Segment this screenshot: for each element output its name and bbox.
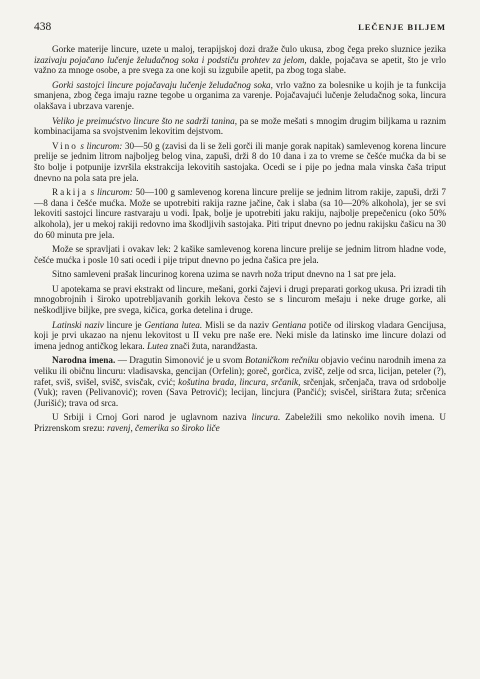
paragraph: [34, 320, 446, 352]
paragraph: [34, 141, 446, 183]
emphasis: ravenj, čemerika so široko liče: [106, 423, 220, 433]
text: potiče od ilirskog vladara Gencijusa, koji je prvi ukazao na njenu lekovitost u II veku pre naše ere. Neki misle da latinsko ime lincure dolazi od imena jednog antičkog lekara.: [34, 319, 446, 351]
emphasis: Gentiana lutea.: [144, 319, 203, 330]
paragraph: [34, 187, 446, 240]
spaced-term: Rakija: [52, 187, 88, 198]
section-heading: Narodna imena.: [52, 355, 116, 366]
text: pa se može mešati s mnogim drugim biljkama u raznim kombinacijama sa svojstvenim lekovitim dejstvom.: [34, 115, 446, 137]
text: lincure je: [103, 319, 145, 330]
paragraph: [34, 44, 446, 76]
emphasis: s lincurom:: [77, 140, 123, 151]
text: Zabeležili smo nekoliko novih imena. U Prizrenskom srezu:: [34, 412, 446, 433]
emphasis: lincura.: [251, 412, 281, 423]
emphasis: izazivaju pojačano lučenje želudačnog soka i podstiču prohtev za jelom,: [34, 54, 307, 65]
running-title: LEČENJE BILJEM: [358, 22, 446, 32]
emphasis: Veliko je preimućstvo lincure što ne sadrži tanina,: [52, 115, 238, 126]
paragraph: [34, 355, 446, 408]
text: dakle, pojačava se apetit, što je vrlo važno za mnoge osobe, a pre svega za one koji su izgubile apetit, pa zbog toga slabe.: [34, 54, 446, 76]
paragraph: U apotekama se pravi ekstrakt od lincure, mešani, gorki čajevi i drugi preparati gorkog ukusa. Pri izradi tih mnogobrojnih i široko upotrebljavanih gorkih lekova često se s lincurom mešaju i neke druge gorke, ali neškodljive biljke, pre svega, kičica, gorka detelina i druge.: [34, 283, 446, 316]
text: — Dragutin Simonović je u svom: [115, 355, 246, 366]
page-number: 438: [34, 21, 52, 33]
spaced-term: Vino: [52, 140, 78, 151]
paragraph: [34, 116, 446, 137]
emphasis: košutina brada, lincura, srčanik,: [178, 376, 301, 387]
paragraph: [34, 80, 446, 112]
paragraph: Može se spravljati i ovakav lek: 2 kašike samlevenog korena lincure prelije se jednim litrom hladne vode, češće mućka i posle 10 sati ocedi i pije triput dnevno po jedna čašica pre jela.: [34, 244, 446, 265]
emphasis: Lutea: [147, 340, 168, 351]
text: Misli se da naziv: [202, 319, 272, 330]
paragraph: Sitno samleveni prašak lincurinog korena uzima se navrh noža triput dnevno na 1 sat pre jela.: [52, 269, 396, 280]
text: objavio većinu narodnih imena za veliku ili običnu lincuru: vladisavska, gencijan (Orfelin); goreč, gorčica, zvišč, zelje od srca, licijan, peteler (?), rafet, sviš, svišel, svišč, svisčak, cvić;: [34, 355, 447, 387]
emphasis: Latinski naziv: [52, 319, 104, 330]
text: U Srbiji i Crnoj Gori narod je uglavnom naziva: [52, 412, 252, 423]
emphasis: Botaničkom rečniku: [245, 355, 319, 366]
emphasis: Gentiana: [271, 319, 307, 330]
text: 30—50 g (zavisi da li se želi gorči ili manje gorak napitak) samlevenog korena lincure prelije se jednim litrom najboljeg belog vina, zapuši, drži 8 do 10 dana i za to vreme se češće mućka da bi se što bolje i potpunije izvršila ekstrakcija lekovitih sastojaka. Ocedi se i pije po jedna mala vinska čaša triput dnevno na pola sata pre jela.: [34, 140, 447, 183]
text: Gorke materije lincure, uzete u maloj, terapijskoj dozi draže čulo ukusa, zbog čega preko sluznice jezika: [52, 44, 446, 54]
text: vrlo važno za bolesnike u kojih je ta funkcija smanjena, zbog čega imaju razne tegobe u organima za varenje. Pojačavajući lučenje želudačnog soka, lincura olakšava i ubrzava varenje.: [34, 79, 446, 111]
text: znači žuta, narandžasta.: [167, 340, 258, 351]
page-header: [34, 21, 446, 35]
text: srčenjak, srčenjača, trava od srdobolje (Vuk); raven (Pelivanović); roven (Sava Petrović); lecijan, lincjura (Pančić); svisčel, sirištara žuta; srčenica (Jurišić); trava od srca.: [34, 376, 446, 408]
paragraph: [34, 412, 446, 433]
emphasis: s lincurom:: [87, 187, 133, 198]
emphasis: Gorki sastojci lincure pojačavaju lučenje želudačnog soka,: [52, 79, 273, 90]
page-body: [34, 44, 446, 438]
text: 50—100 g samlevenog korena lincure prelije se jednim litrom rakije, zapuši, drži 7—8 dana i češće mućka. Može se upotrebiti rakija razne jačine, čak i slaba (sa 10—20% alkohola), jer se svi lekoviti sastojci lincure rastvaraju u vodi. Ipak, bolje je upotrebiti jaku rakiju, najbolje prepečenicu (oko 50% alkohola), jer u mekoj rakiji redovno ima škodljivih sastojaka. Piti triput dnevno po jednu rakijsku čašicu na 30 do 60 minuta pre jela.: [34, 187, 447, 240]
